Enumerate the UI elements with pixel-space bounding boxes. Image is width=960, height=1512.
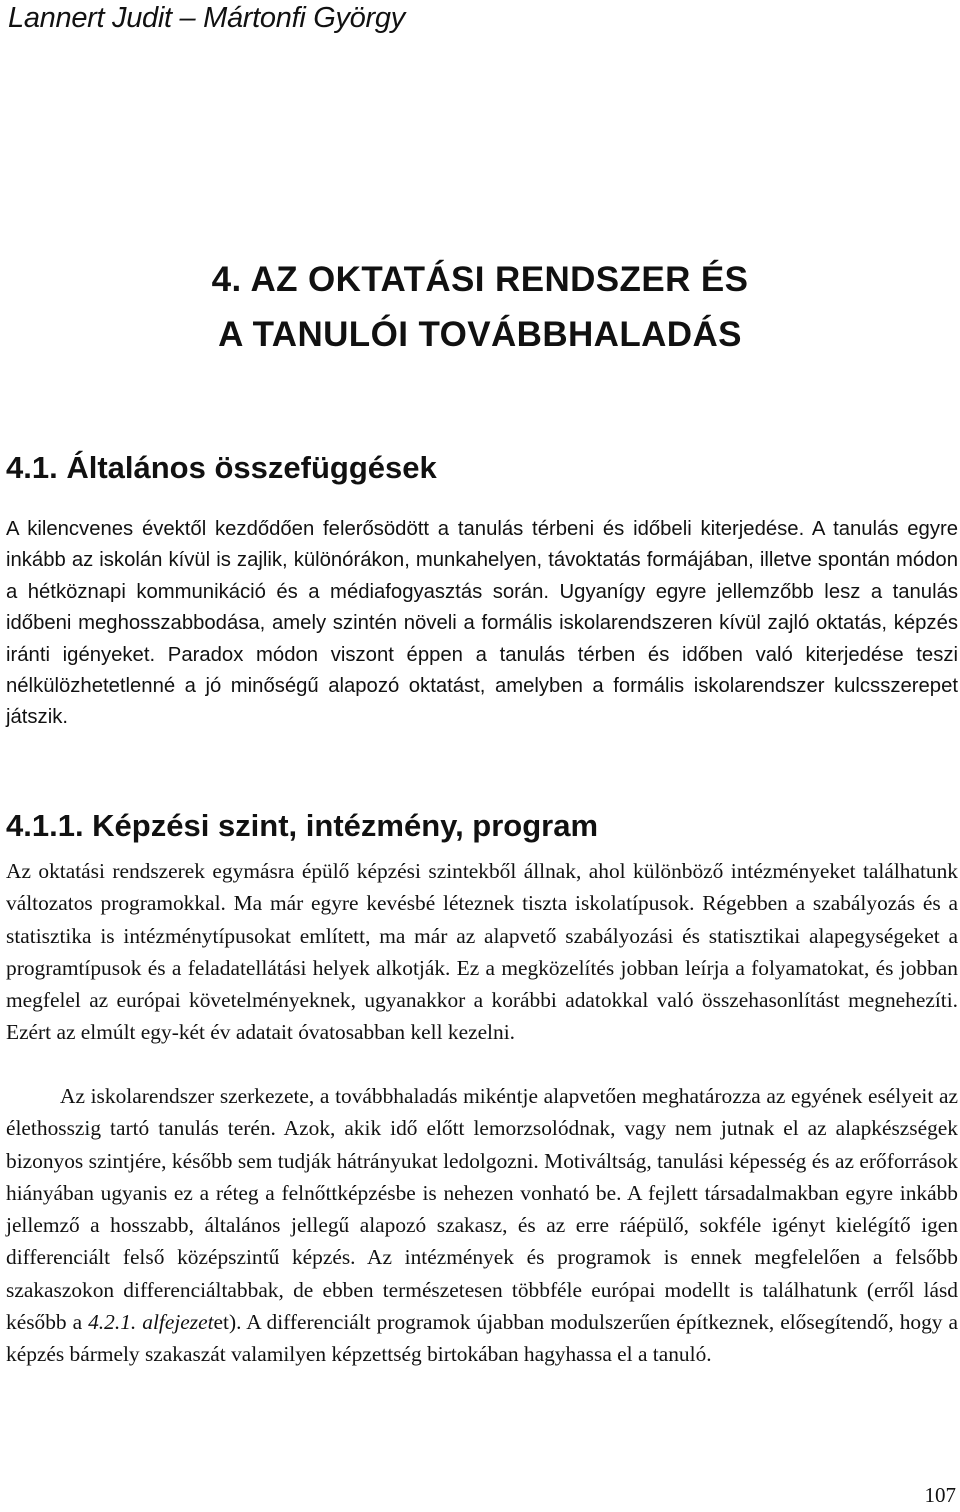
- chapter-reference: 4.2.1. alfejezet: [88, 1310, 214, 1335]
- paragraph-text-part-1: Az iskolarendszer szerkezete, a továbbhaladás mikéntje alapvetően meghatározza az egyének esélyeit az élethosszig tartó tanulás terén. Azok, akik idő előtt lemorzsolódnak, vagy nem jutnak el az alapkészségek bizonyos szintjére, később sem tudják hátrányukat ledolgozni. Motiváltság, tanulási képesség és az erőforrások hiányában ugyanis ez a réteg a felnőttképzésbe is nehezen vonható be. A fejlett társadalmakban egyre inkább jellemző a hosszabb, általános jellegű alapozó szakasz, és az erre ráépülő, sokféle igényt kielégítő igen differenciált felső középszintű képzés. Az intézmények és programok is ennek megfelelően a felsőbb szakaszokon differenciáltabbak, de ebben természetesen többféle európai modellt is találhatunk (erről lásd később a: [6, 1084, 958, 1335]
- chapter-title: [0, 252, 960, 362]
- section-heading: 4.1. Általános összefüggések: [6, 450, 437, 485]
- subsection-paragraph-1: Az oktatási rendszerek egymásra épülő képzési szintekből állnak, ahol különböző intézményeket találhatunk változatos programokkal. Ma már egyre kevésbé léteznek tiszta iskolatípusok. Régebben a szabályozás és a statisztika is intézménytípusokat említett, ma már az alapvető szabályozási és statisztikai alapegységeket a programtípusok és a feladatellátási helyek alkotják. Ez a megközelítés jobban leírja a folyamatokat, és jobban megfelel az európai követelményeknek, ugyanakkor a korábbi adatokkal való összehasonlítást megnehezíti. Ezért az elmúlt egy-két év adatait óvatosabban kell kezelni.: [6, 859, 958, 1045]
- running-head: Lannert Judit – Mártonfi György: [8, 2, 405, 34]
- chapter-title-line-2: A TANULÓI TOVÁBBHALADÁS: [218, 315, 742, 354]
- section-paragraph: A kilencvenes évektől kezdődően felerősödött a tanulás térbeni és időbeli kiterjedése. A tanulás egyre inkább az iskolán kívül is zajlik, különórákon, munkahelyen, távoktatás formájában, illetve spontán módon a hétköznapi kommunikáció és a médiafogyasztás során. Ugyanígy egyre jellemzőbb lesz a tanulás időbeni meghosszabbodása, amely szintén növeli a formális iskolarendszeren kívül zajló oktatás, képzés iránti igényeket. Paradox módon viszont éppen a tanulás térben és időben való kiterjedése teszi nélkülözhetetlenné a jó minőségű alapozó oktatást, amelyben a formális iskolarendszer kulcsszerepet játszik.: [6, 518, 958, 729]
- subsection-paragraph-2: [6, 1080, 958, 1371]
- chapter-title-line-1: 4. AZ OKTATÁSI RENDSZER ÉS: [211, 260, 749, 299]
- page-number: 107: [924, 1483, 956, 1507]
- subsection-heading: 4.1.1. Képzési szint, intézmény, program: [6, 808, 599, 843]
- paragraph-text-part-2: et). A differenciált programok újabban modulszerűen építkeznek, elősegítendő, hogy a képzés bármely szakaszát valamilyen képzettség birtokában hagyhassa el a tanuló.: [6, 1310, 958, 1367]
